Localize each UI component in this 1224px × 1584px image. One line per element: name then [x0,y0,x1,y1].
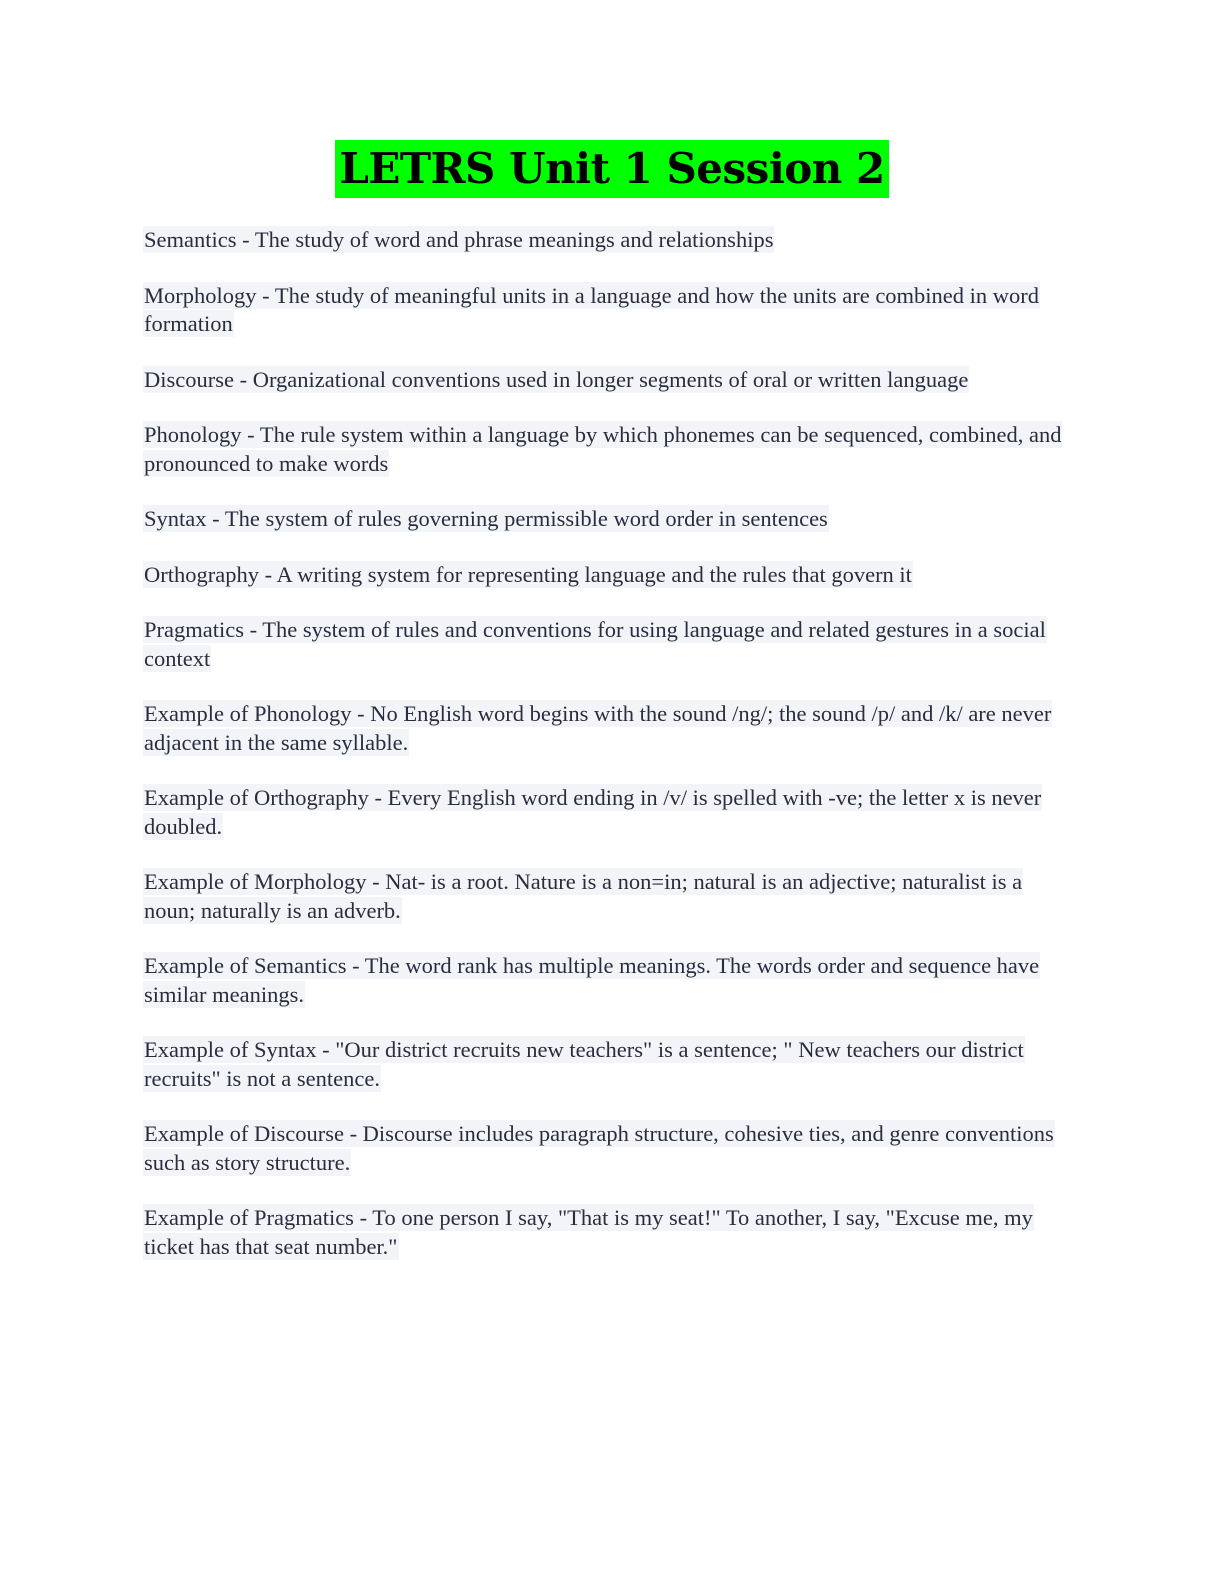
entry-example-discourse [143,1120,1073,1177]
entry-text: Example of Syntax - "Our district recruits new teachers" is a sentence; " New teachers our district recruits" is not a sentence. [144,1037,1024,1091]
entry-syntax [143,505,1073,534]
entry-text: Morphology - The study of meaningful units in a language and how the units are combined in word formation [144,282,1040,336]
title-wrapper [0,140,1224,198]
page-title: LETRS Unit 1 Session 2 [335,140,888,198]
entry-text: Example of Phonology - No English word begins with the sound /ng/; the sound /p/ and /k/ are never adjacent in the same syllable. [144,701,1052,755]
entry-text: Phonology - The rule system within a language by which phonemes can be sequenced, combined, and pronounced to make words [144,422,1062,476]
entry-text: Orthography - A writing system for representing language and the rules that govern it [144,561,912,587]
definitions-list [143,226,1073,1288]
entry-morphology [143,282,1073,339]
entry-pragmatics [143,616,1073,673]
entry-text: Example of Orthography - Every English word ending in /v/ is spelled with -ve; the letter x is never doubled. [144,785,1042,839]
entry-example-orthography [143,784,1073,841]
entry-text: Semantics - The study of word and phrase meanings and relationships [144,227,774,252]
entry-text: Example of Pragmatics - To one person I say, "That is my seat!" To another, I say, "Excuse me, my ticket has that seat number." [144,1205,1033,1259]
entry-text: Pragmatics - The system of rules and conventions for using language and related gestures in a social context [144,617,1046,671]
entry-semantics [143,226,1073,255]
entry-example-syntax [143,1036,1073,1093]
entry-example-pragmatics [143,1204,1073,1261]
entry-text: Example of Discourse - Discourse includes paragraph structure, cohesive ties, and genre conventions such as story structure. [144,1121,1054,1175]
entry-text: Discourse - Organizational conventions used in longer segments of oral or written language [144,366,969,392]
entry-text: Example of Morphology - Nat- is a root. Nature is a non=in; natural is an adjective; naturalist is a noun; naturally is an adverb. [144,869,1023,923]
entry-example-phonology [143,700,1073,757]
entry-phonology [143,421,1073,478]
entry-example-morphology [143,868,1073,925]
entry-text: Syntax - The system of rules governing permissible word order in sentences [144,506,828,531]
entry-text: Example of Semantics - The word rank has multiple meanings. The words order and sequence have similar meanings. [144,953,1040,1007]
entry-discourse [143,366,1073,395]
entry-example-semantics [143,952,1073,1009]
entry-orthography [143,561,1073,590]
